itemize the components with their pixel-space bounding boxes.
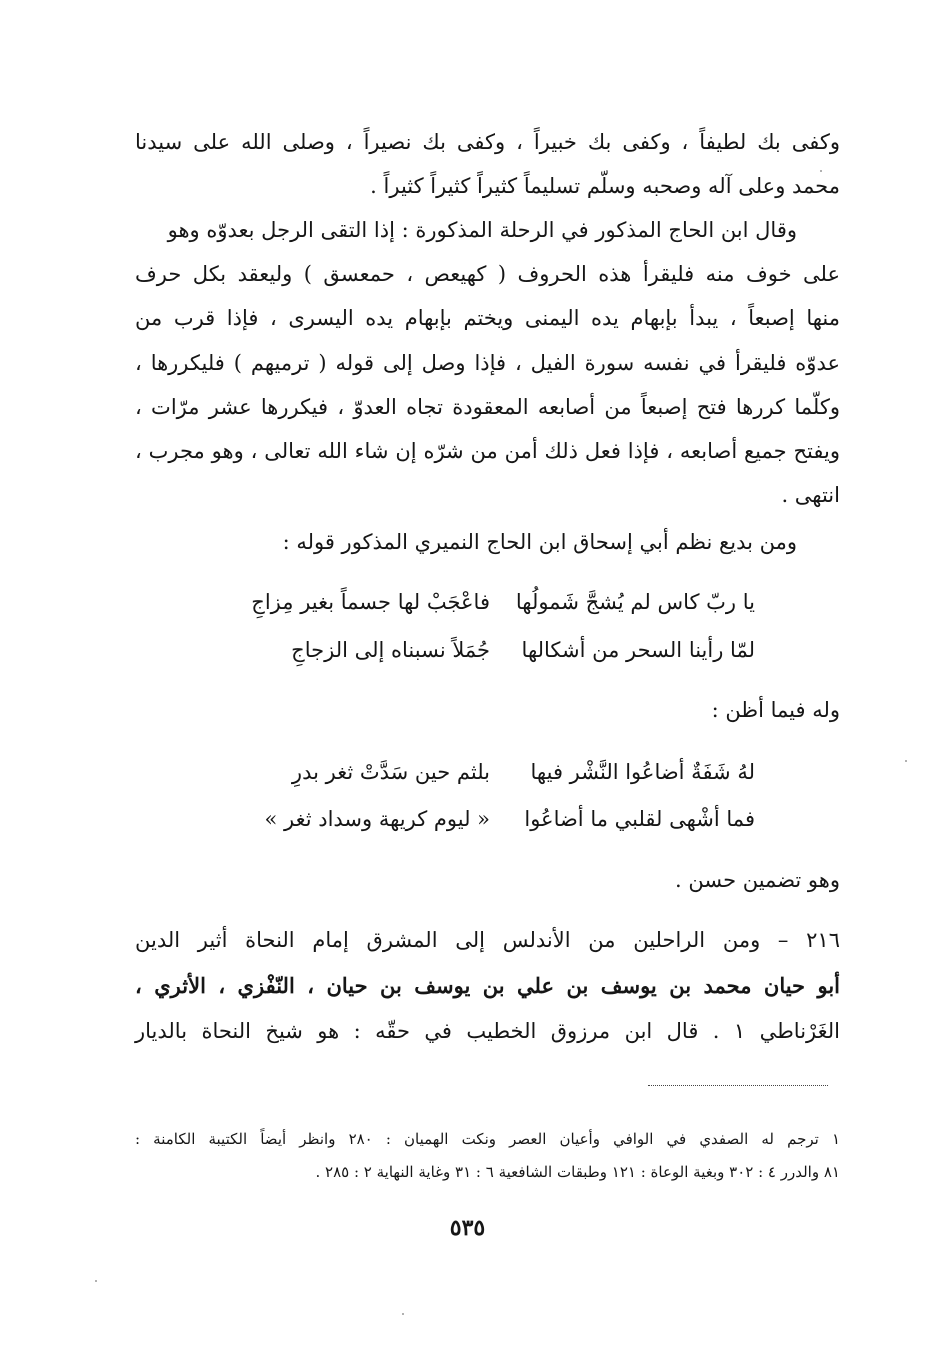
paper-speck <box>95 1280 97 1282</box>
verse-second-hemistich: « ليوم كريهة وسداد ثغر » <box>264 807 490 831</box>
text-line: ويفتح جميع أصابعه ، فإذا فعل ذلك أمن من شرّه إن شاء الله تعالى ، وهو مجرب ، <box>135 439 840 463</box>
verse-first-hemistich: فما أشْهى لقلبي ما أضاعُوا <box>524 807 755 831</box>
text-line: ومن بديع نظم أبي إسحاق ابن الحاج النميري المذكور قوله : <box>282 530 797 554</box>
text-line: الغَرْناطي ١ . قال ابن مرزوق الخطيب في حقّه : هو شيخ النحاة بالديار <box>135 1019 840 1043</box>
paper-speck <box>402 1313 404 1315</box>
text-line: على خوف منه فليقرأ هذه الحروف ( كهيعص ، حمعسق ) وليعقد بكل حرف <box>135 262 840 286</box>
entry-name-line: أبو حيان محمد بن يوسف بن علي بن يوسف بن حيان ، النّفْزي ، الأثري ، <box>135 973 840 998</box>
text-line: وكفى بك لطيفاً ، وكفى بك خبيراً ، وكفى بك نصيراً ، وصلى الله على سيدنا <box>135 130 840 154</box>
text-line: محمد وعلى آله وصحبه وسلّم تسليماً كثيراً كثيراً كثيراً . <box>370 174 840 198</box>
footnote-line: ١ ترجم له الصفدي في الوافي وأعيان العصر ونكت الهميان : ٢٨٠ وانظر أيضاً الكتيبة الكامنة : <box>135 1130 840 1148</box>
footnote-divider <box>648 1085 828 1086</box>
text-line: وقال ابن الحاج المذكور في الرحلة المذكورة : إذا التقى الرجل بعدوّه وهو <box>167 218 797 242</box>
text-line: منها إصبعاً ، يبدأ بإبهام يده اليمنى ويختم بإبهام يده اليسرى ، فإذا قرب من <box>135 306 840 330</box>
verse-first-hemistich: لهُ شَفَةٌ أضاعُوا النَّشْر فيها <box>530 760 755 784</box>
verse-second-hemistich: جُمَلاً نسبناه إلى الزجاجِ <box>291 638 490 662</box>
text-line: انتهى . <box>781 483 840 507</box>
text-line: عدوّه فليقرأ في نفسه سورة الفيل ، فإذا وصل إلى قوله ( ترميهم ) فليكررها ، <box>135 351 840 375</box>
text-line: وله فيما أظن : <box>711 698 840 722</box>
text-line: وهو تضمين حسن . <box>675 868 840 892</box>
verse-second-hemistich: بلثم حين سَدَّتْ ثغر بدرِ <box>291 760 490 784</box>
verse-first-hemistich: يا ربّ كاس لم يُشجَّ شَمولُها <box>515 590 755 614</box>
text-line: وكلّما كررها فتح إصبعاً من أصابعه المعقودة تجاه العدوّ ، فيكررها عشر مرّات ، <box>135 395 840 419</box>
footnote-line: ٨١ والدرر ٤ : ٣٠٢ وبغية الوعاة : ١٢١ وطبقات الشافعية ٦ : ٣١ وغاية النهاية ٢ : ٢٨٥ . <box>315 1163 840 1181</box>
page-number: ٥٣٥ <box>449 1215 486 1241</box>
paper-speck <box>820 170 822 172</box>
verse-second-hemistich: فاعْجَبْ لها جسماً بغير مِزاجِ <box>251 590 490 614</box>
verse-first-hemistich: لمّا رأينا السحر من أشكالها <box>521 638 755 662</box>
entry-heading-line: ٢١٦ – ومن الراحلين من الأندلس إلى المشرق إمام النحاة أثير الدين <box>135 928 840 952</box>
paper-speck <box>905 760 907 762</box>
